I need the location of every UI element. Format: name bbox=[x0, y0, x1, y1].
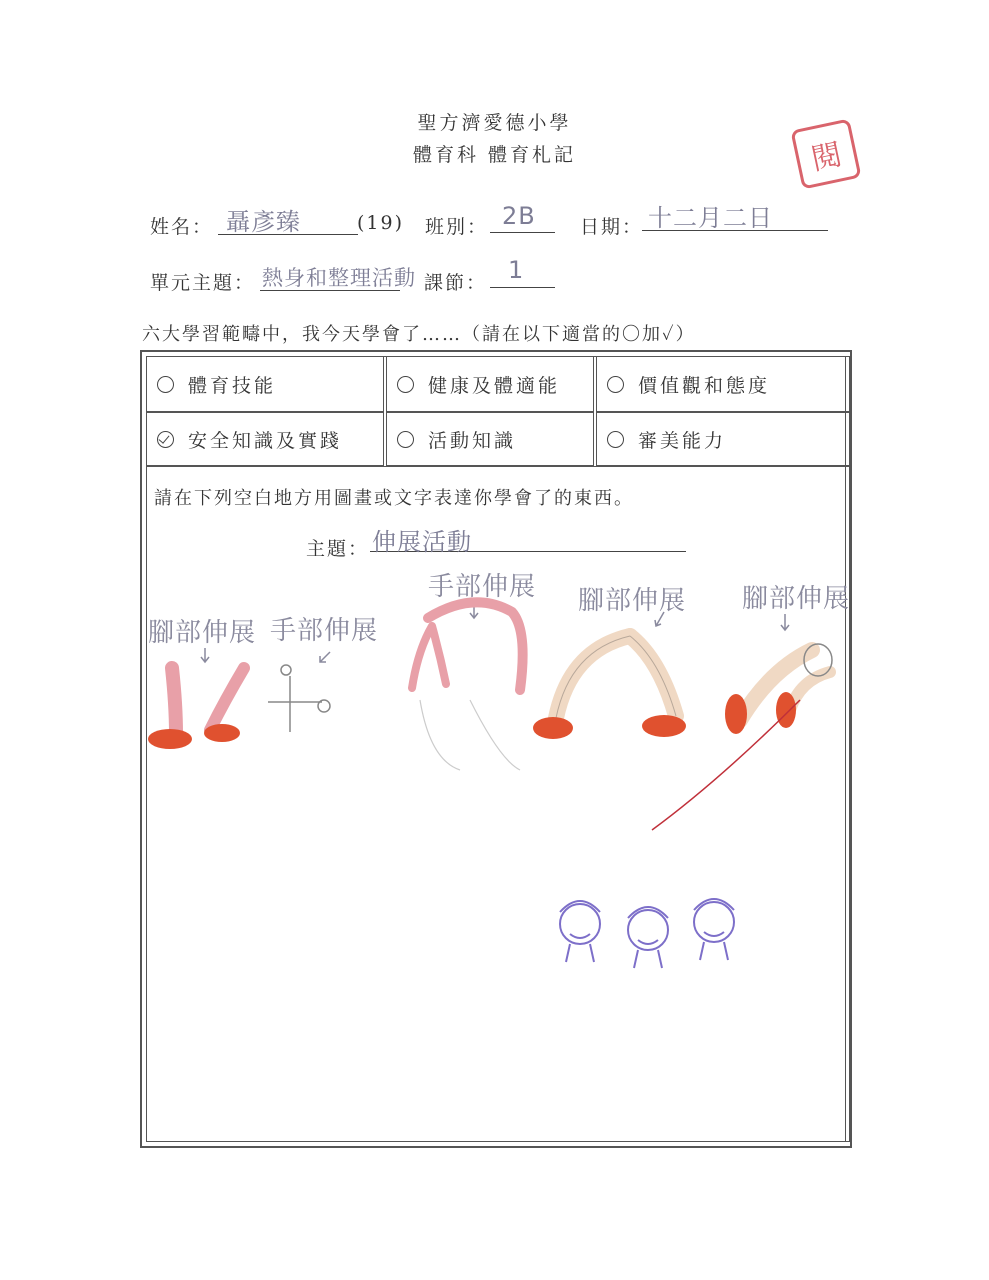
name-value[interactable]: 聶彥臻 bbox=[226, 208, 301, 236]
reward-stamps-icon bbox=[560, 899, 734, 968]
class-label: 班別： bbox=[425, 216, 489, 238]
caption-leg-stretch-3: 腳部伸展 bbox=[742, 584, 851, 614]
leg-stretch-figure-3 bbox=[652, 644, 832, 830]
topic-label: 主題： bbox=[306, 538, 370, 560]
date-label: 日期： bbox=[580, 216, 644, 238]
topic-value[interactable]: 伸展活動 bbox=[372, 528, 472, 556]
caption-leg-stretch-2: 腳部伸展 bbox=[578, 586, 687, 616]
domain-label: 體育技能 bbox=[188, 374, 277, 397]
unit-value[interactable]: 熱身和整理活動 bbox=[262, 266, 416, 290]
lesson-label: 課節： bbox=[424, 272, 488, 294]
caption-arm-stretch-1: 手部伸展 bbox=[270, 616, 379, 646]
caption-leg-stretch-1: 腳部伸展 bbox=[148, 618, 257, 648]
caption-arm-stretch-2: 手部伸展 bbox=[428, 572, 537, 602]
form-subtitle: 體育科 體育札記 bbox=[412, 144, 577, 166]
drawing-prompt: 請在下列空白地方用圖畫或文字表達你學會了的東西。 bbox=[154, 488, 634, 509]
unit-label: 單元主題： bbox=[150, 272, 256, 294]
domain-label: 活動知識 bbox=[428, 429, 517, 452]
arm-stretch-figure-1 bbox=[268, 665, 330, 732]
leg-stretch-figure-1 bbox=[148, 668, 244, 749]
date-value[interactable]: 十二月二日 bbox=[648, 204, 773, 232]
lesson-value[interactable]: 1 bbox=[508, 256, 525, 284]
arm-stretch-figure-2 bbox=[412, 602, 523, 770]
leg-stretch-figure-2 bbox=[533, 636, 686, 739]
read-stamp: 閱 bbox=[790, 118, 861, 189]
domain-label: 健康及體適能 bbox=[428, 374, 561, 397]
domain-label: 審美能力 bbox=[638, 429, 727, 452]
student-number[interactable]: (19) bbox=[357, 212, 405, 234]
domain-label: 價值觀和態度 bbox=[638, 374, 771, 397]
domain-label: 安全知識及實踐 bbox=[188, 429, 343, 452]
domain-instruction: 六大學習範疇中，我今天學會了……（請在以下適當的〇加✓） bbox=[142, 324, 696, 345]
name-label: 姓名： bbox=[150, 216, 214, 238]
class-value[interactable]: 2B bbox=[502, 202, 536, 230]
school-name: 聖方濟愛德小學 bbox=[417, 112, 572, 134]
